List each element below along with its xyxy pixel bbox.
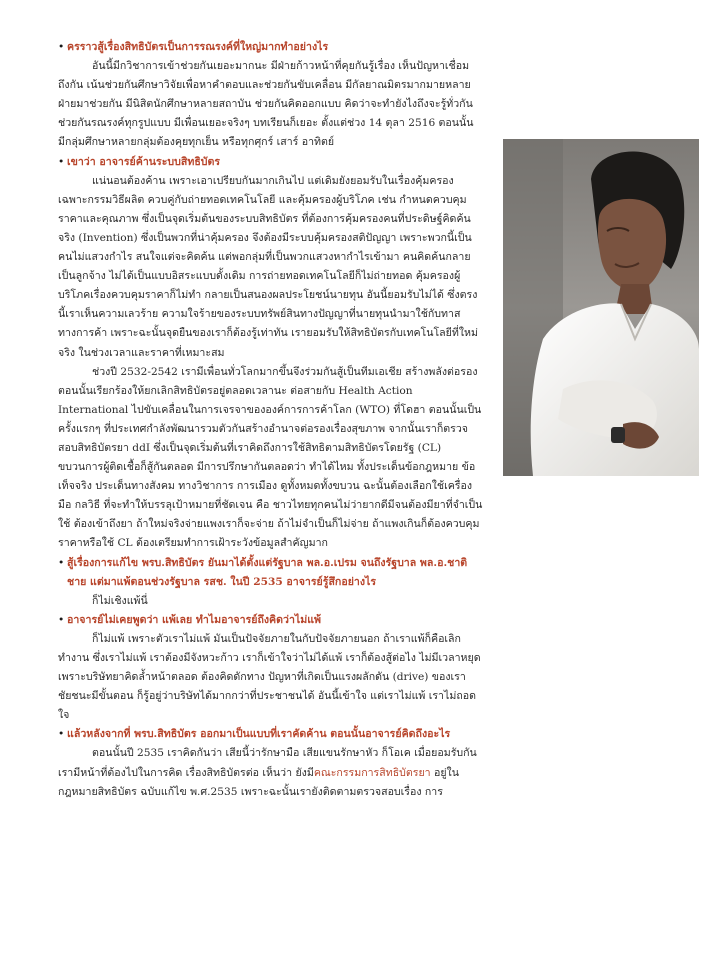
answer-2a	[58, 172, 483, 363]
answer-2b-text: ช่วงปี 2532-2542 เรามีเพื่อนทั่วโลกมากขึ้นจึงร่วมกันสู้เป็นทีมเอเชีย สร้างพลังต่อรอง ตอนนั้นเรียกร้องให้ยกเลิกสิทธิบัตรอยู่ตลอดเวลานะ ต่อสายกับ Health Action International ไปขับเคลื่อนในการเจรจาขององค์การการค้าโลก (WTO) ที่โดฮา ตอนนั้นเป็นครั้งแรกๆ ที่ประเทศกำลังพัฒนารวมตัวกันสร้างอำนาจต่อรองเรื่องสุขภาพ จากนั้นเราก็ตรวจสอบสิทธิบัตรยา ddI ซึ่งเป็นจุดเริ่มต้นที่เราคิดถึงการใช้สิทธิตามสิทธิบัตรโดยรัฐ (CL) ขบวนการผู้ติดเชื้อก็สู้กันตลอด มีการปรึกษากันตลอดว่า ทำได้ไหม ทั้งประเด็นข้อกฎหมาย ข้อเท็จจริง ประเด็นทางสังคม ทางวิชาการ การเมือง ดูทั้งหมดทั้งขบวน ฉะนั้นต้องเลือกใช้เครื่องมือ กลวิธี ที่จะทำให้บรรลุเป้าหมายที่ชัดเจน คือ ชาวไทยทุกคนไม่ว่ายากดีมีจนต้องมียาที่จำเป็นใช้ ต้องเข้าถึงยา ถ้าใหม่จริงจ่ายแพงเราก็จะจ่าย ถ้าไม่จำเป็นก็ไม่จ่าย ถ้าแพงเกินก็ต้องควบคุมราคาหรือใช้ CL ต้องเตรียมทำการเฝ้าระวังข้อมูลสำคัญมาก	[58, 365, 483, 550]
question-3	[58, 554, 483, 592]
question-2-text: เขาว่า อาจารย์ค้านระบบสิทธิบัตร	[67, 155, 221, 168]
bullet-icon: •	[58, 155, 65, 168]
answer-1	[58, 57, 483, 152]
question-2	[58, 153, 483, 172]
drug-patent-committee-link[interactable]: คณะกรรมการสิทธิบัตรยา	[313, 766, 431, 779]
answer-5-text-start: ตอนนั้นปี 2535 เราคิดกันว่า เสียนี้ว่ารักษามือ เสียแขนรักษาหัว ก็โอเค เมื่อยอมรับกัน เรามีหน้าที่ต้องไปในการคิด เรื่องสิทธิบัตรต่อ เห็นว่า ยังมี	[58, 747, 477, 779]
article-body	[58, 38, 483, 802]
answer-3-text: ก็ไม่เชิงแพ้นี่	[92, 594, 148, 607]
portrait-photo-icon	[503, 139, 699, 476]
answer-5-text-end: อยู่ในกฎหมายสิทธิบัตร ฉบับแก้ไข พ.ศ.2535 เพราะฉะนั้นเรายังติดตามตรวจสอบเรื่อง การ	[58, 766, 459, 798]
bullet-icon: •	[58, 41, 65, 53]
answer-1-text: อันนี้มีกวิชาการเข้าช่วยกันเยอะมากนะ มีฝ่ายก้าวหน้าที่คุยกันรู้เรื่อง เห็นปัญหาเชื่อมถึงกัน เน้นช่วยกันศึกษาวิจัยเพื่อหาคำตอบและช่วยกันขับเคลื่อน มีกัลยาณมิตรมากมายหลายฝ่ายมาช่วยกัน มีนิสิตนักศึกษาหลายสถาบัน ช่วยกันคิดออกแบบ คิดว่าจะทำยังไงถึงจะรู้ทั่วกัน ช่วยกันรณรงค์ทุกรูปแบบ มีเพื่อนเยอะจริงๆ บทเรียนก็เยอะ ตั้งแต่ช่วง 14 ตุลา 2516 ตอนนั้น มีกลุ่มศึกษาหลายกลุ่มต้องคุยทุกเย็น หรือทุกศุกร์ เสาร์ อาทิตย์	[58, 60, 474, 149]
answer-2b	[58, 363, 483, 554]
question-4	[58, 611, 483, 630]
question-1	[58, 38, 483, 57]
bullet-icon: •	[58, 728, 65, 741]
portrait-photo	[503, 139, 699, 476]
answer-3	[58, 592, 483, 611]
answer-2a-text: แน่นอนต้องค้าน เพราะเอาเปรียบกันมากเกินไป แต่เดิมยังยอมรับในเรื่องคุ้มครองเฉพาะกรรมวิธีผลิต ควบคู่กับถ่ายทอดเทคโนโลยี และคุ้มครองผู้บริโภค เช่น กำหนดควบคุมราคาและคุณภาพ ซึ่งเป็นจุดเริ่มต้นของระบบสิทธิบัตร ที่ต้องการคุ้มครองคนที่ประดิษฐ์คิดค้นจริง (Invention) ซึ่งเป็นพวกที่น่าคุ้มครอง จึงต้องมีระบบคุ้มครองสติปัญญา เพราะพวกนี้เป็นคนไม่แสวงกำไร สนใจแต่จะคิดค้น แต่พอกลุ่มที่เป็นพวกแสวงหากำไรเข้ามา คนคิดค้นกลายเป็นลูกจ้าง ไม่ได้เป็นแบบอิสระแบบดั้งเดิม การถ่ายทอดเทคโนโลยีก็ไม่ถ่ายทอด คุ้มครองผู้บริโภคเรื่องควบคุมราคาก็ไม่ทำ กลายเป็นสนองผลประโยชน์นายทุน อันนี้ยอมรับไม่ได้ ซึ่งตรงนี้เราเห็นความเลวร้าย ความใจร้ายของระบบทรัพย์สินทางปัญญาที่นายทุนนำมาใช้กับทาสทางการค้า เพราะฉะนั้นจุดยืนของเราก็ต้องรู้เท่าทัน เรายอมรับให้สิทธิบัตรกับเทคโนโลยีที่ใหม่จริง ในช่วงเวลาและราคาที่เหมาะสม	[58, 174, 478, 359]
bullet-icon: •	[58, 613, 65, 626]
question-1-text: ครราวสู้เรื่องสิทธิบัตรเป็นการรณรงค์ที่ใหญ่มากทำอย่างไร	[67, 41, 329, 53]
question-4-text: อาจารย์ไม่เคยพูดว่า แพ้เลย ทำไมอาจารย์ถึงคิดว่าไม่แพ้	[67, 613, 322, 626]
question-5-text: แล้วหลังจากที่ พรบ.สิทธิบัตร ออกมาเป็นแบบที่เราคัดค้าน ตอนนั้นอาจารย์คิดถึงอะไร	[67, 728, 451, 741]
question-3-text: สู้เรื่องการแก้ไข พรบ.สิทธิบัตร ยันมาได้ตั้งแต่รัฐบาล พล.อ.เปรม จนถึงรัฐบาล พล.อ.ชาติชาย แต่มาแพ้ตอนช่วงรัฐบาล รสช. ในปี 2535 อาจารย์รู้สึกอย่างไร	[67, 556, 468, 588]
question-5	[58, 725, 483, 744]
answer-5	[58, 744, 483, 801]
answer-4-text: ก็ไม่แพ้ เพราะตัวเราไม่แพ้ มันเป็นปัจจัยภายในกับปัจจัยภายนอก ถ้าเราแพ้ก็คือเลิกทำงาน ซึ่งเราไม่แพ้ เราต้องมีจังหวะก้าว เราก็เข้าใจว่าไม่ได้แพ้ เราก็ต้องสู้ต่อไง ไม่มีเวลาหยุด เพราะบริษัทยาคิดล้ำหน้าตลอด ต้องคิดดักทาง ปัญหาที่เกิดเป็นแรงผลักดัน (drive) ของเรา ชัยชนะมีขั้นตอน ก็รู้อยู่ว่าบริษัทได้มากกว่าที่ประชาชนได้ อันนี้เข้าใจ แต่เราไม่แพ้ เราไม่ถอดใจ	[58, 632, 481, 722]
answer-4	[58, 630, 483, 725]
bullet-icon: •	[58, 556, 65, 569]
